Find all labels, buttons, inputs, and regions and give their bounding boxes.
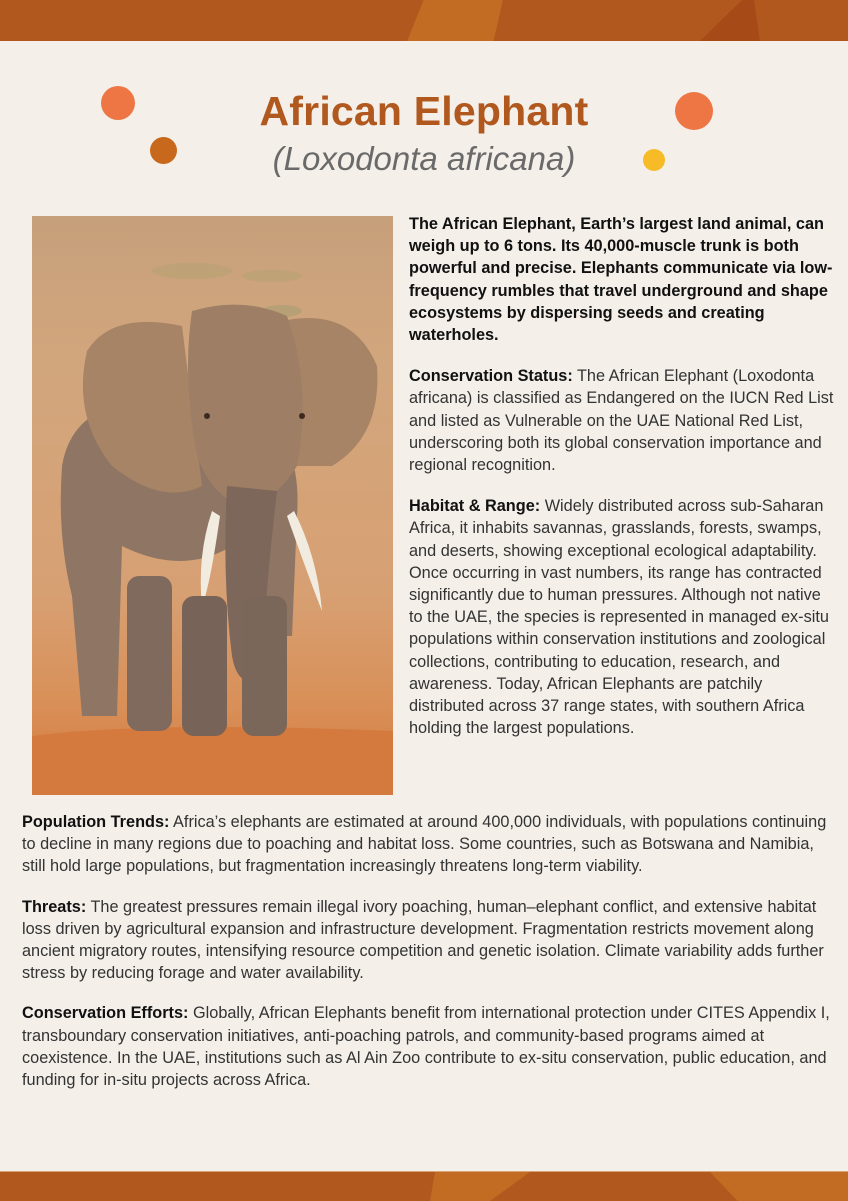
section-text: Widely distributed across sub-Saharan Africa, it inhabits savannas, grasslands, forests, swamps, and deserts, showing exceptional ecological adaptability. Once occurring in vast numbers, its range has contracted significantly due to human pressures. Although not native to the UAE, the species is represented in managed ex-situ populations within conservation institutions and zoological collections, contributing to education, research, and awareness. Today, African Elephants are patchily distributed across 37 range states, with southern Africa holding the largest populations. [409,497,829,738]
section-conservation-status [409,365,834,476]
section-label: Habitat & Range: [409,497,541,516]
section-text: Africa’s elephants are estimated at around 400,000 individuals, with populations continuing to decline in many regions due to poaching and habitat loss. Some countries, such as Botswana and Namibia, still hold large populations, but fragmentation increasingly threatens long-term viability. [22,813,827,876]
details-column [22,811,837,1109]
band-wedge-light [407,0,503,41]
section-label: Population Trends: [22,813,170,831]
section-text: The African Elephant (Loxodonta africana) is classified as Endangered on the IUCN Red List and listed as Vulnerable on the UAE National Red List, underscoring both its global conservation importance and regional recognition. [409,367,834,475]
section-text: The greatest pressures remain illegal ivory poaching, human–elephant conflict, and extensive habitat loss driven by agricultural expansion and infrastructure development. Fragmentation restricts movement along ancient migratory routes, intensifying resource competition and genetic isolation. Climate variability adds further stress by reducing forage and water availability. [22,897,824,983]
section-text: Globally, African Elephants benefit from international protection under CITES Appendix I, transboundary conservation initiatives, anti-poaching patrols, and community-based programs aimed at coexistence. In the UAE, institutions such as Al Ain Zoo contribute to ex-situ conservation, public education, and funding for in-situ projects across Africa. [22,1004,830,1090]
band-wedge-light [710,1172,848,1201]
band-wedge-dark [700,0,760,41]
band-wedge-light [430,1172,530,1201]
footer-band [0,1171,848,1201]
scientific-name: (Loxodonta africana) [272,140,576,177]
section-population-trends [22,811,837,878]
section-label: Conservation Efforts: [22,1004,189,1023]
elephant-photo [32,216,393,795]
intro-text: The African Elephant, Earth’s largest land animal, can weigh up to 6 tons. Its 40,000-muscle trunk is both powerful and precise. Elephants communicate via low-frequency rumbles that travel underground and shape ecosystems by dispersing seeds and creating waterholes. [409,215,833,345]
section-threats [22,896,837,985]
section-label: Threats: [22,897,87,916]
section-label: Conservation Status: [409,367,573,386]
elephant-illustration [32,216,393,795]
page-title: African Elephant [259,88,589,134]
section-habitat-range [409,495,834,739]
header-band [0,0,848,41]
intro-column [409,213,834,758]
section-conservation-efforts [22,1002,837,1091]
